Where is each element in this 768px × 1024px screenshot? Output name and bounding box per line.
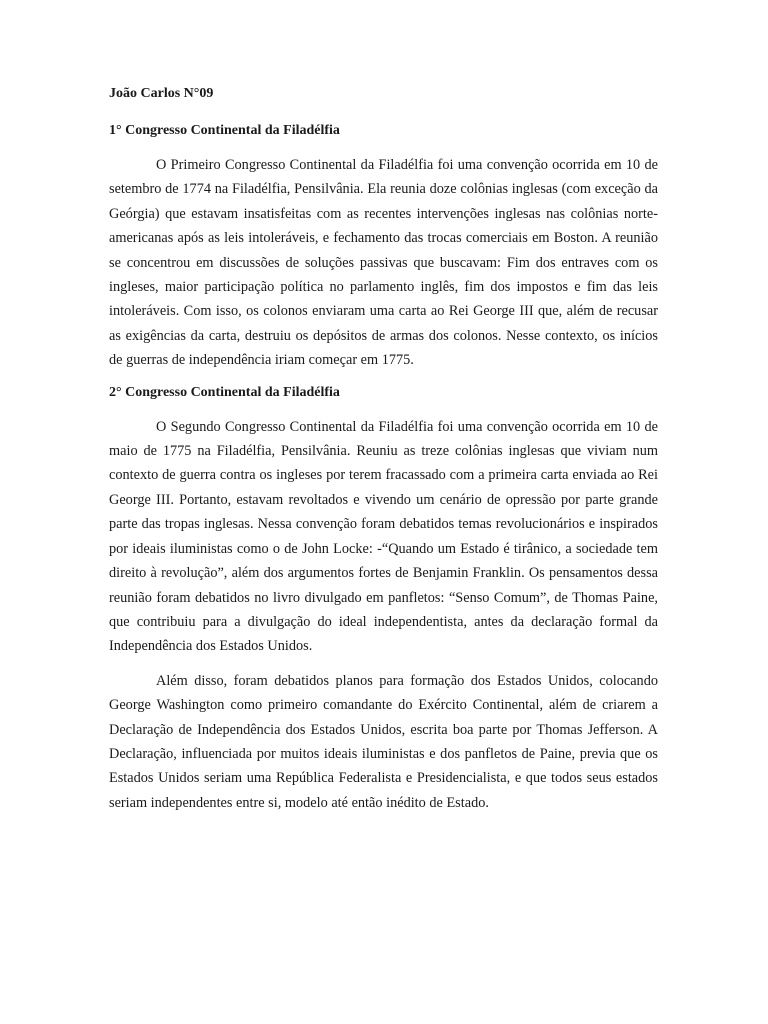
document-page: [109, 84, 658, 825]
section-2: [109, 383, 658, 816]
paragraph: Além disso, foram debatidos planos para formação dos Estados Unidos, colocando George Washington como primeiro comandante do Exército Continental, além de criarem a Declaração de Independência dos Estados Unidos, escrita boa parte por Thomas Jefferson. A Declaração, influenciada por muitos ideais iluministas e dos panfletos de Paine, previa que os Estados Unidos seriam uma República Federalista e Presidencialista, e que todos seus estados seriam independentes entre si, modelo até então inédito de Estado.: [109, 672, 658, 811]
section-1: [109, 121, 658, 373]
paragraph: O Primeiro Congresso Continental da Filadélfia foi uma convenção ocorrida em 10 de setembro de 1774 na Filadélfia, Pensilvânia. Ela reunia doze colônias inglesas (com exceção da Geórgia) que estavam insatisfeitas com as recentes intervenções inglesas nas colônias norte-americanas após as leis intoleráveis, e fechamento das trocas comerciais em Boston. A reunião se concentrou em discussões de soluções passivas que buscavam: Fim dos entraves com os ingleses, maior participação política no parlamento inglês, fim dos impostos e fim das leis intoleráveis. Com isso, os colonos enviaram uma carta ao Rei George III que, além de recusar as exigências da carta, destruiu os depósitos de armas dos colonos. Nesse contexto, os inícios de guerras de independência iriam começar em 1775.: [109, 157, 658, 369]
paragraph: O Segundo Congresso Continental da Filadélfia foi uma convenção ocorrida em 10 de maio de 1775 na Filadélfia, Pensilvânia. Reuniu as treze colônias inglesas que viviam num contexto de guerra contra os ingleses por terem fracassado com a primeira carta enviada ao Rei George III. Portanto, estavam revoltados e vivendo um cenário de opressão por parte grande parte das tropas inglesas. Nessa convenção foram debatidos temas revolucionários e inspirados por ideais iluministas como o de John Locke: -“Quando um Estado é tirânico, a sociedade tem direito à revolução”, além dos argumentos fortes de Benjamin Franklin. Os pensamentos dessa reunião foram debatidos no livro divulgado em panfletos: “Senso Comum”, de Thomas Paine, que contribuiu para a divulgação do ideal independentista, antes da declaração formal da Independência dos Estados Unidos.: [109, 418, 658, 655]
section-title: 1° Congresso Continental da Filadélfia: [109, 123, 340, 138]
author-line: João Carlos N°09: [109, 86, 214, 101]
section-title: 2° Congresso Continental da Filadélfia: [109, 384, 340, 400]
